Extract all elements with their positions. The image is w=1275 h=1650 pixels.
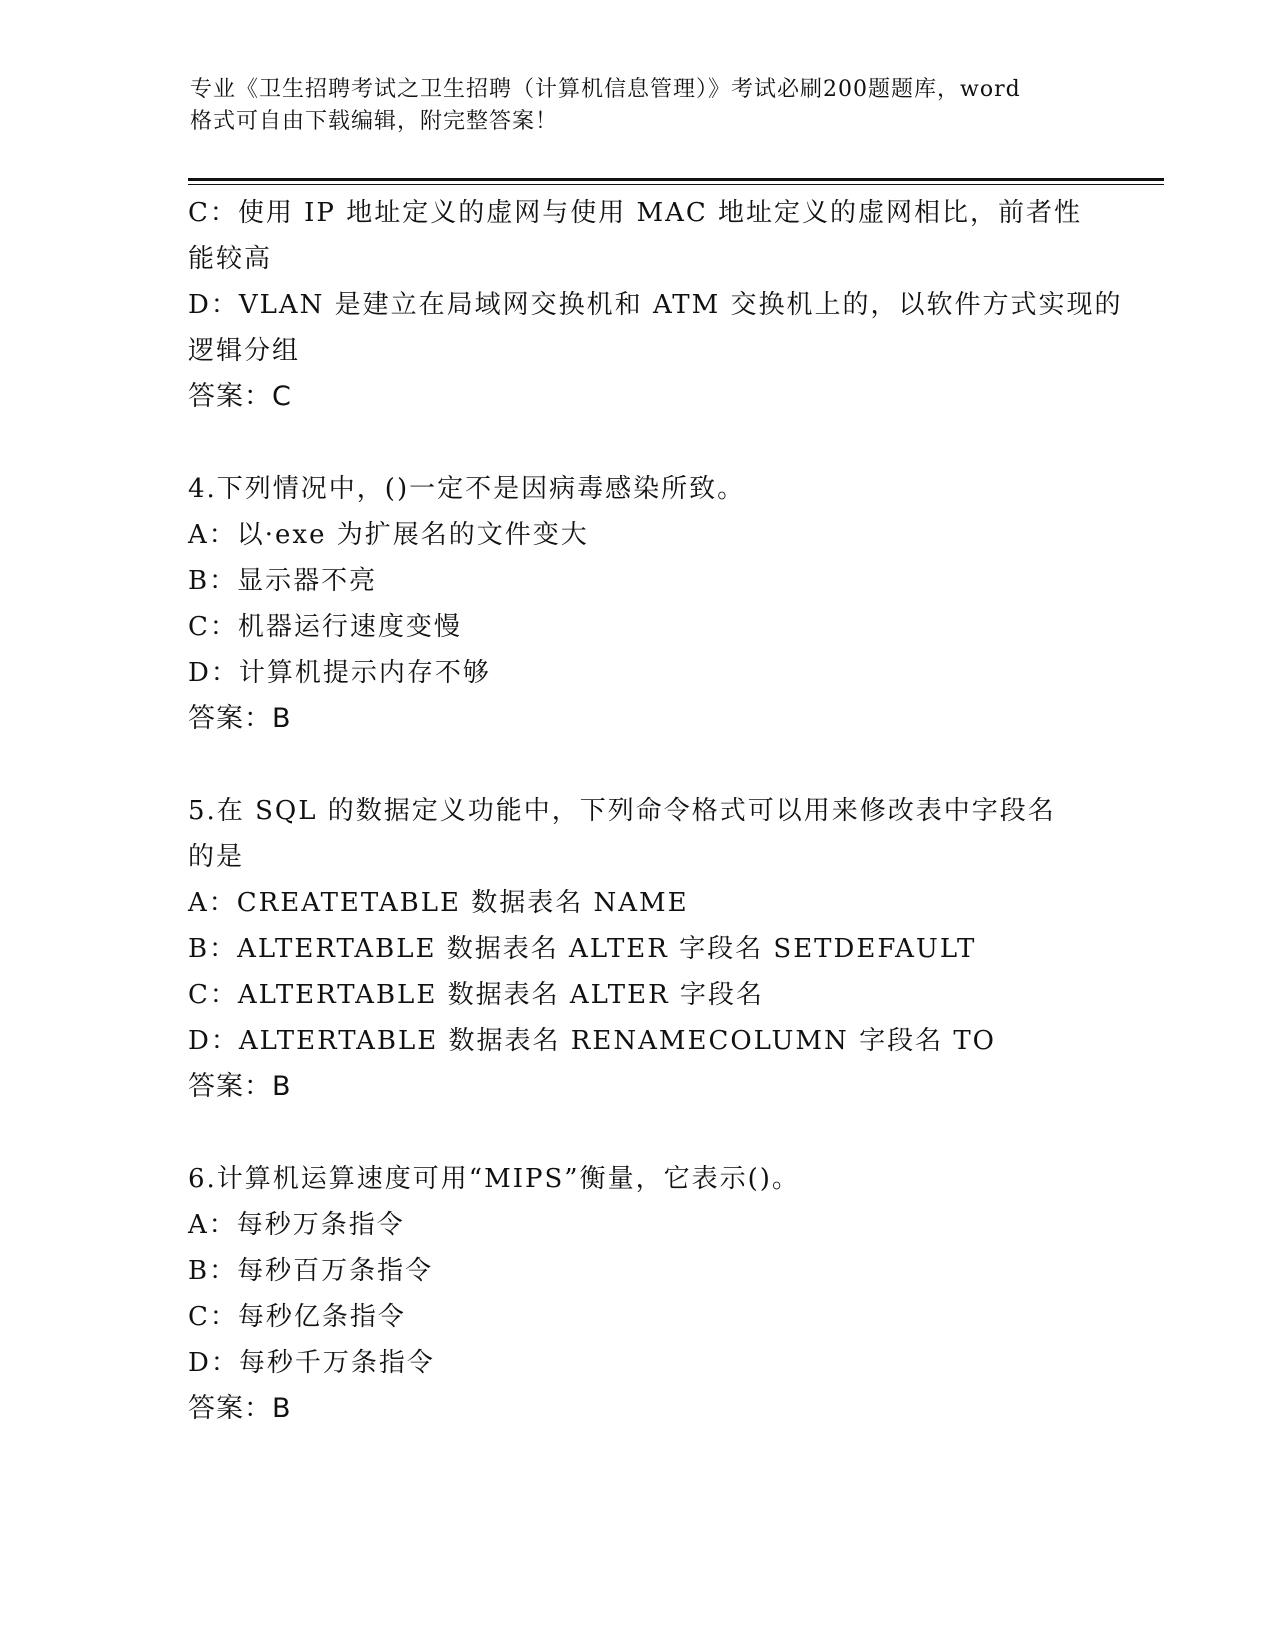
header-divider-thick: [188, 178, 1164, 181]
option-c: C：ALTERTABLE 数据表名 ALTER 字段名: [188, 980, 764, 1010]
answer: 答案：B: [188, 703, 292, 734]
option-d: D：计算机提示内存不够: [188, 658, 491, 688]
question-list: [188, 190, 1123, 1432]
option-a: A：每秒万条指令: [188, 1210, 405, 1240]
option-d: D：每秒千万条指令: [188, 1348, 435, 1378]
option-a: A：以·exe 为扩展名的文件变大: [188, 520, 589, 550]
question-4: [188, 466, 1088, 742]
question-text-line-2: 的是: [188, 842, 245, 872]
question-text-line-1: 5.在 SQL 的数据定义功能中，下列命令格式可以用来修改表中字段名: [188, 796, 1056, 826]
answer: 答案：B: [188, 1393, 292, 1424]
option-b: B：ALTERTABLE 数据表名 ALTER 字段名 SETDEFAULT: [188, 934, 977, 964]
question-5: [188, 788, 1088, 1110]
option-d-line-2: 逻辑分组: [188, 336, 301, 366]
question-3-tail: [188, 190, 1123, 420]
question-text: 4.下列情况中，()一定不是因病毒感染所致。: [188, 474, 746, 504]
option-c: C：机器运行速度变慢: [188, 612, 462, 642]
option-d: D：ALTERTABLE 数据表名 RENAMECOLUMN 字段名 TO: [188, 1026, 996, 1056]
option-c-line-2: 能较高: [188, 244, 273, 274]
spacer: [188, 742, 1088, 788]
option-a: A：CREATETABLE 数据表名 NAME: [188, 888, 689, 918]
question-text: 6.计算机运算速度可用“MIPS”衡量，它表示()。: [188, 1164, 800, 1194]
header-line-1: 专业《卫生招聘考试之卫生招聘（计算机信息管理）》考试必刷200题题库，word: [190, 77, 1021, 102]
answer: 答案：C: [188, 381, 292, 412]
header-line-2: 格式可自由下载编辑，附完整答案！: [190, 109, 559, 134]
option-c-line-1: C：使用 IP 地址定义的虚网与使用 MAC 地址定义的虚网相比，前者性: [188, 198, 1083, 228]
header-divider-thin: [188, 184, 1164, 185]
option-d-line-1: D：VLAN 是建立在局域网交换机和 ATM 交换机上的，以软件方式实现的: [188, 290, 1123, 320]
answer: 答案：B: [188, 1071, 292, 1102]
document-header: [190, 74, 1090, 138]
question-6: [188, 1156, 1088, 1432]
option-b: B：显示器不亮: [188, 566, 378, 596]
spacer: [188, 420, 1088, 466]
option-c: C：每秒亿条指令: [188, 1302, 406, 1332]
spacer: [188, 1110, 1088, 1156]
option-b: B：每秒百万条指令: [188, 1256, 434, 1286]
